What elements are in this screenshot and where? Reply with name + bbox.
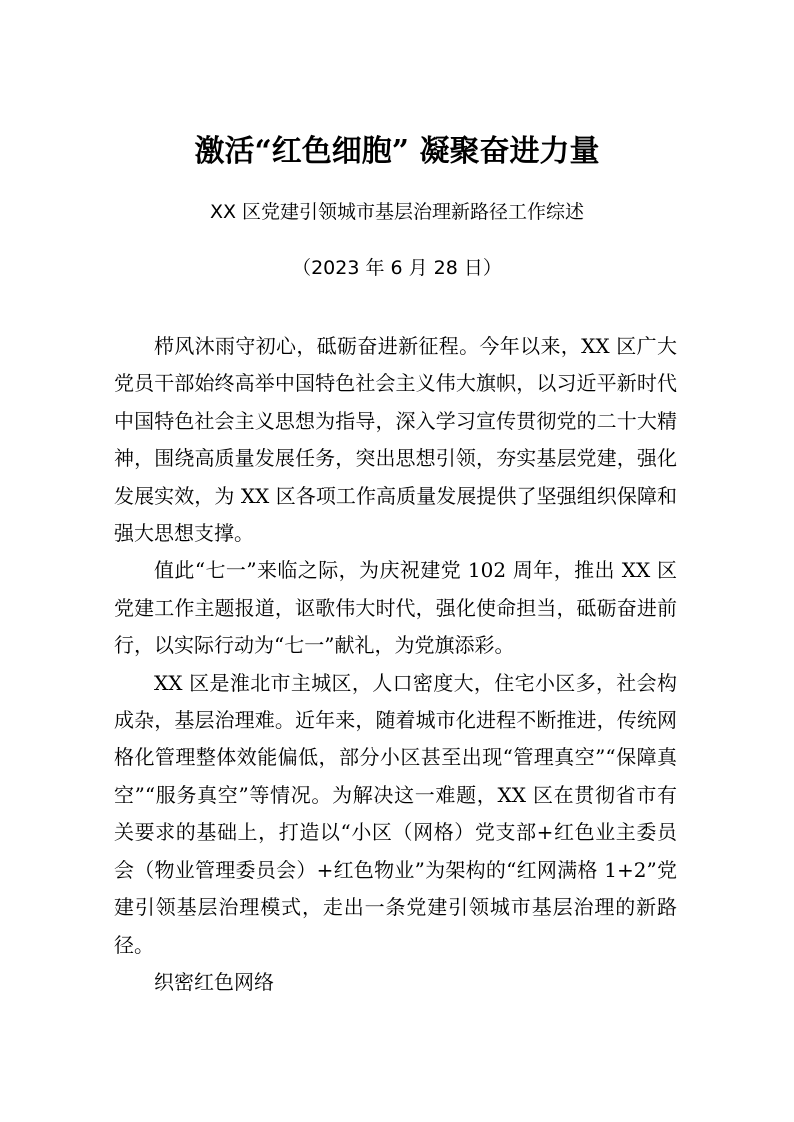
body-paragraph: XX 区是淮北市主城区，人口密度大，住宅小区多，社会构成杂，基层治理难。近年来，随着城市化进程不断推进，传统网格化管理整体效能偏低，部分小区甚至出现“管理真空”“保障真空”“服务真空”等情况。为解决这一难题，XX 区在贯彻省市有关要求的基础上，打造以“小区（网格）党支部+红色业主委员会（物业管理委员会）+红色物业”为架构的“红网满格 1+2”党建引领基层治理模式，走出一条党建引领城市基层治理的新路径。 bbox=[114, 670, 677, 957]
document-body bbox=[114, 328, 677, 1001]
body-paragraph: 栉风沐雨守初心，砥砺奋进新征程。今年以来，XX 区广大党员干部始终高举中国特色社会主义伟大旗帜，以习近平新时代中国特色社会主义思想为指导，深入学习宣传贯彻党的二十大精神，围绕高质量发展任务，突出思想引领，夯实基层党建，强化发展实效，为 XX 区各项工作高质量发展提供了坚强组织保障和强大思想支撑。 bbox=[114, 334, 677, 546]
document-date: （2023 年 6 月 28 日） bbox=[292, 257, 502, 279]
document-subtitle: XX 区党建引领城市基层治理新路径工作综述 bbox=[209, 201, 585, 223]
document-title: 激活“红色细胞” 凝聚奋进力量 bbox=[194, 134, 600, 169]
section-heading: 织密红色网络 bbox=[154, 969, 274, 994]
body-paragraph: 值此“七一”来临之际，为庆祝建党 102 周年，推出 XX 区党建工作主题报道，讴歌伟大时代，强化使命担当，砥砺奋进前行，以实际行动为“七一”献礼，为党旗添彩。 bbox=[114, 558, 677, 658]
